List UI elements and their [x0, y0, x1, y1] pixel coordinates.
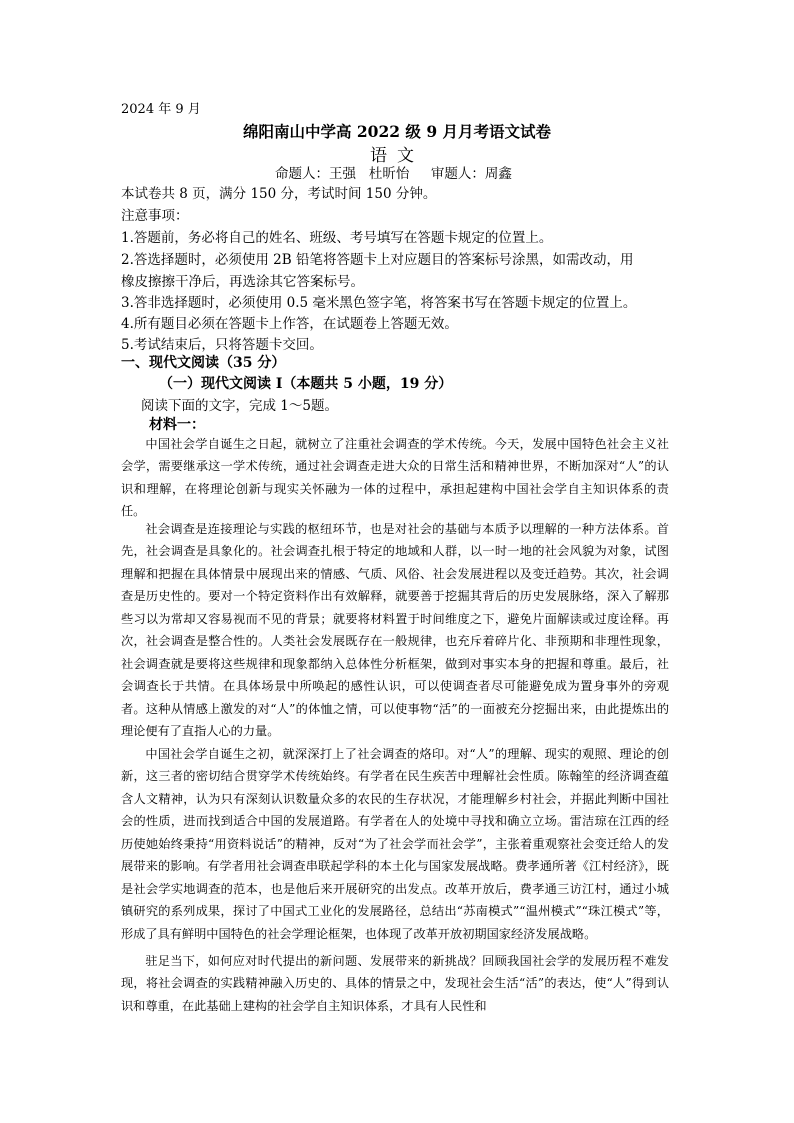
- section-title: 一、现代文阅读（35 分）: [121, 355, 286, 371]
- note-item: 1.答题前，务必将自己的姓名、班级、考号填写在答题卡规定的位置上。: [121, 230, 553, 246]
- passage-paragraph: 中国社会学自诞生之初，就深深打上了社会调查的烙印。对“人”的理解、现实的观照、理论的创新，这三者的密切结合贯穿学术传统始终。有学者在民生疾苦中理解社会性质。陈翰笙的经济调查蕴含人文精神，认为只有深刻认识数量众多的农民的生存状况，才能理解乡村社会，并据此判断中国社会的性质，进而找到适合中国的发展道路。有学者在人的处境中寻找和确立立场。雷洁琼在江西的经历使她始终秉持“用资料说话”的精神，反对“为了社会学而社会学”，主张着重观察社会变迁给人的发展带来的影响。有学者用社会调查串联起学科的本土化与国家发展战略。费孝通所著《江村经济》，既是社会学实地调查的范本，也是他后来开展研究的出发点。改革开放后，费孝通三访江村，通过小城镇研究的系列成果，探讨了中国式工业化的发展路径，总结出“苏南模式”“温州模式”“珠江模式”等，形成了具有鲜明中国特色的社会学理论框架，也体现了改革开放初期国家经济发展战略。: [121, 747, 669, 941]
- passage-paragraph: 社会调查是连接理论与实践的枢纽环节，也是对社会的基础与本质予以理解的一种方法体系。首先，社会调查是具象化的。社会调查扎根于特定的地域和人群，以一时一地的社会风貌为对象，试图理解和把握在具体情景中展现出来的情感、气质、风俗、社会发展进程以及变迁趋势。其次，社会调查是历史性的。要对一个特定资料作出有效解释，就要善于挖掘其背后的历史发展脉络，深入了解那些习以为常却又容易视而不见的背景；就要将材料置于时间维度之下，避免片面解读或过度诠释。再次，社会调查是整合性的。人类社会发展既存在一般规律，也充斥着碎片化、非预期和非理性现象，社会调查就是要将这些规律和现象都纳入总体性分析框架，做到对事实本身的把握和尊重。最后，社会调查长于共情。在具体场景中所唤起的感性认识，可以使调查者尽可能避免成为置身事外的旁观者。这种从情感上激发的对“人”的体恤之情，可以使事物“活”的一面被充分挖掘出来，由此提炼出的理论便有了直指人心的力量。: [121, 522, 669, 739]
- note-item: 4.所有题目必须在答题卡上作答，在试题卷上答题无效。: [121, 316, 458, 332]
- authors-line: 命题人：王强 杜昕怡 审题人：周鑫: [275, 166, 512, 182]
- exam-info: 本试卷共 8 页，满分 150 分，考试时间 150 分钟。: [121, 186, 437, 202]
- note-item: 5.考试结束后，只将答题卡交回。: [121, 337, 323, 353]
- note-item: 2.答选择题时，必须使用 2B 铅笔将答题卡上对应题目的答案标号涂黑，如需改动，用: [121, 252, 634, 268]
- exam-title: 绵阳南山中学高 2022 级 9 月月考语文试卷: [242, 122, 551, 141]
- note-item: 橡皮擦擦干净后，再选涂其它答案标号。: [121, 274, 364, 290]
- notes-heading: 注意事项：: [121, 208, 189, 224]
- passage-paragraph: 中国社会学自诞生之日起，就树立了注重社会调查的学术传统。今天，发展中国特色社会主义社会学，需要继承这一学术传统，通过社会调查走进大众的日常生活和精神世界，不断加深对“人”的认识和理解，在将理论创新与现实关怀融为一体的过程中，承担起建构中国社会学自主知识体系的责任。: [121, 437, 669, 519]
- subject-heading: 语文: [370, 146, 424, 166]
- exam-date: 2024 年 9 月: [121, 102, 201, 117]
- subsection-title: （一）现代文阅读 I（本题共 5 小题，19 分）: [159, 376, 453, 392]
- passage-paragraph: 驻足当下，如何应对时代提出的新问题、发展带来的新挑战？回顾我国社会学的发展历程不难发现，将社会调查的实践精神融入历史的、具体的情景之中，发现社会生活“活”的表达，使“人”得到认识和尊重，在此基础上建构的社会学自主知识体系，才具有人民性和: [121, 954, 669, 1013]
- note-item: 3.答非选择题时，必须使用 0.5 毫米黑色签字笔，将答案书写在答题卡规定的位置上。: [121, 295, 637, 311]
- reading-instruction: 阅读下面的文字，完成 1～5题。: [141, 398, 338, 414]
- material-label: 材料一：: [149, 417, 205, 433]
